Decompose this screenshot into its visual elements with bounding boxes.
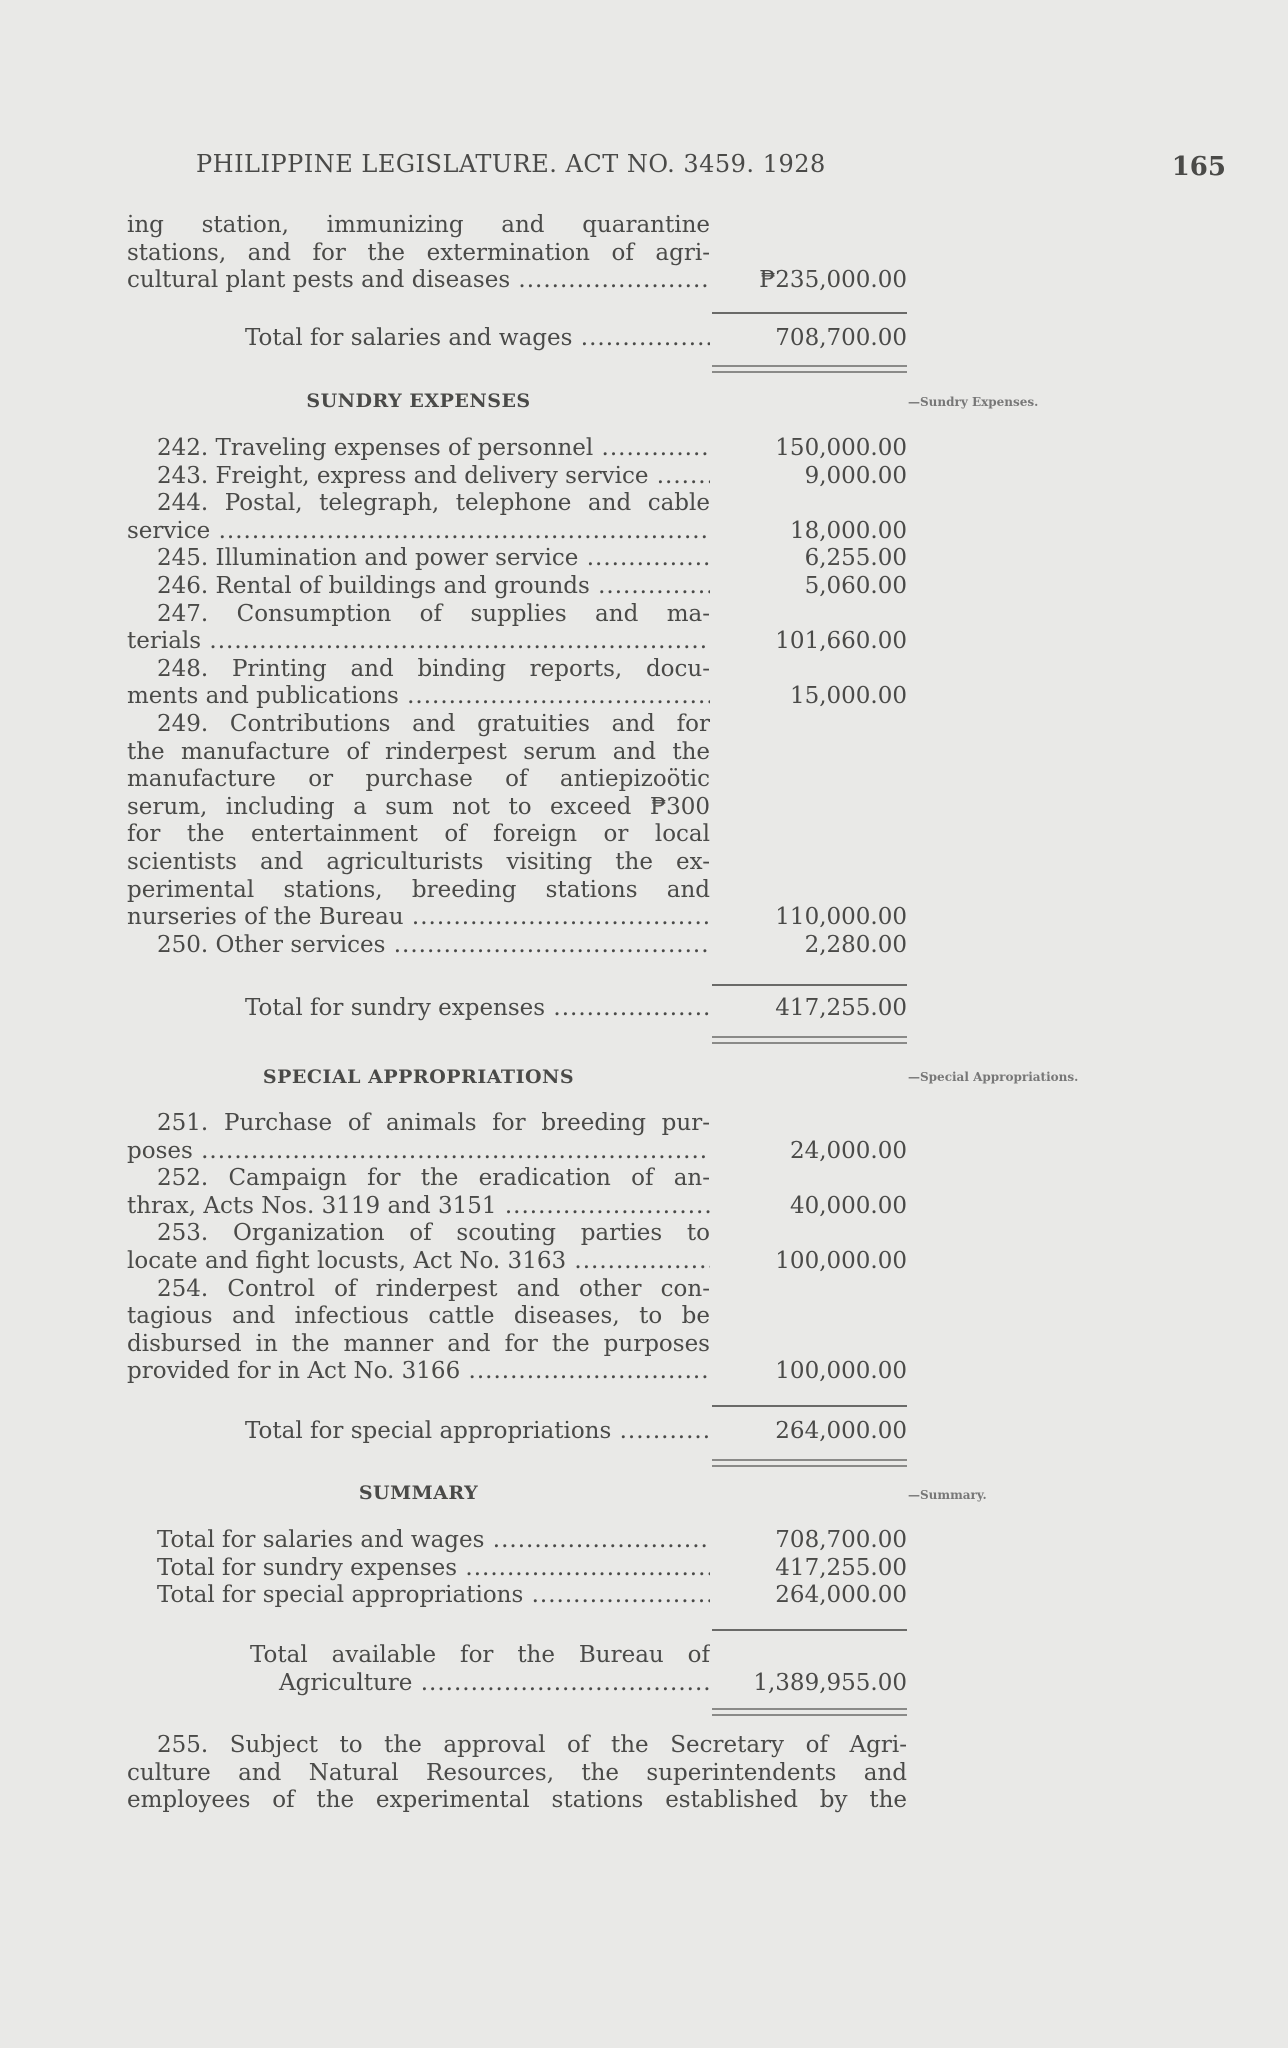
list-item: poses ..... 24,000.00 xyxy=(127,1138,907,1166)
list-item: 249. Contributions and gratuities and for xyxy=(157,710,710,737)
summary-heading-row xyxy=(127,1482,907,1508)
margin-note: —Sundry Expenses. xyxy=(908,395,1039,409)
divider xyxy=(127,984,907,986)
list-item: locate and fight locusts, Act No. 3163 ..... 100,000.00 xyxy=(127,1248,907,1276)
sundry-heading-row xyxy=(127,390,907,416)
list-item: 245. Illumination and power service ..... 6,255.00 xyxy=(127,545,907,573)
section-heading: SPECIAL APPROPRIATIONS xyxy=(262,1066,575,1088)
list-item: tagious and infectious cattle diseases, to be xyxy=(127,1303,710,1330)
total-special-row: Total for special appropriations ..... 264,000.00 xyxy=(127,1418,907,1446)
section-heading: SUMMARY xyxy=(358,1482,479,1504)
list-item: ing station, immunizing and quarantine xyxy=(127,212,710,238)
divider xyxy=(127,365,907,371)
divider xyxy=(127,1405,907,1407)
amount: ₱235,000.00 xyxy=(759,267,907,294)
closing-paragraph: 255. Subject to the approval of the Secretary of Agri- culture and Natural Resources, the superintendents and employees of the experimental stations established by the xyxy=(127,1732,907,1814)
margin-note: —Special Appropriations. xyxy=(908,1070,1079,1084)
amount: 417,255.00 xyxy=(775,995,907,1021)
list-item: Total for salaries and wages ..... 708,700.00 xyxy=(127,1527,907,1555)
list-item: 243. Freight, express and delivery service ..... 9,000.00 xyxy=(127,463,907,491)
divider xyxy=(127,312,907,314)
list-item: the manufacture of rinderpest serum and the xyxy=(127,738,710,765)
special-heading-row xyxy=(127,1066,907,1092)
section-heading: SUNDRY EXPENSES xyxy=(306,390,531,412)
list-item: 253. Organization of scouting parties to xyxy=(157,1220,710,1247)
page-header xyxy=(196,150,1226,190)
list-item: scientists and agriculturists visiting the ex- xyxy=(127,848,710,875)
list-item: 247. Consumption of supplies and ma- xyxy=(157,600,710,627)
list-item: Total for special appropriations ..... 264,000.00 xyxy=(127,1582,907,1610)
special-list xyxy=(127,1110,907,1386)
summary-list xyxy=(127,1527,907,1610)
list-item: terials ..... 101,660.00 xyxy=(127,628,907,656)
list-item: 246. Rental of buildings and grounds ..... 5,060.00 xyxy=(127,573,907,601)
margin-note: —Summary. xyxy=(908,1488,987,1502)
list-item: 252. Campaign for the eradication of an- xyxy=(157,1165,710,1192)
list-item: cultural plant pests and diseases ..... ₱235,000.00 xyxy=(127,267,907,295)
divider xyxy=(127,1459,907,1465)
list-item: ments and publications ..... 15,000.00 xyxy=(127,683,907,711)
list-item: serum, including a sum not to exceed ₱300 xyxy=(127,793,710,820)
list-item: for the entertainment of foreign or local xyxy=(127,821,710,848)
amount: 264,000.00 xyxy=(775,1418,907,1444)
sundry-list xyxy=(127,435,907,959)
total-salaries-row: Total for salaries and wages ..... 708,700.00 xyxy=(127,325,907,353)
list-item: nurseries of the Bureau ..... 110,000.00 xyxy=(127,904,907,932)
divider xyxy=(127,1708,907,1714)
list-item: disbursed in the manner and for the purposes xyxy=(127,1330,710,1357)
list-item: Total for sundry expenses ..... 417,255.00 xyxy=(127,1555,907,1583)
amount: 708,700.00 xyxy=(775,325,907,351)
running-head: PHILIPPINE LEGISLATURE. ACT NO. 3459. 1928 xyxy=(196,150,826,178)
list-item: perimental stations, breeding stations and xyxy=(127,876,710,903)
divider xyxy=(127,1629,907,1631)
page-number: 165 xyxy=(1171,152,1226,182)
total-sundry-row: Total for sundry expenses ..... 417,255.00 xyxy=(127,995,907,1023)
intro-block xyxy=(127,212,907,295)
list-item: 244. Postal, telegraph, telephone and cable xyxy=(157,490,710,517)
list-item: 254. Control of rinderpest and other con- xyxy=(157,1275,710,1302)
list-item: 242. Traveling expenses of personnel ..... 150,000.00 xyxy=(127,435,907,463)
list-item: 251. Purchase of animals for breeding pur- xyxy=(157,1110,710,1136)
list-item: stations, and for the extermination of agri- xyxy=(127,239,710,266)
list-item: 250. Other services ..... 2,280.00 xyxy=(127,932,907,960)
grand-total-row: Total available for the Bureau of Agriculture ..... 1,389,955.00 xyxy=(127,1642,907,1697)
list-item: thrax, Acts Nos. 3119 and 3151 ..... 40,000.00 xyxy=(127,1193,907,1221)
list-item: 248. Printing and binding reports, docu- xyxy=(157,655,710,682)
list-item: service ..... 18,000.00 xyxy=(127,518,907,546)
grand-total-amount: 1,389,955.00 xyxy=(753,1669,907,1696)
list-item: provided for in Act No. 3166 ..... 100,000.00 xyxy=(127,1358,907,1386)
divider xyxy=(127,1036,907,1042)
list-item: manufacture or purchase of antiepizoötic xyxy=(127,766,710,793)
